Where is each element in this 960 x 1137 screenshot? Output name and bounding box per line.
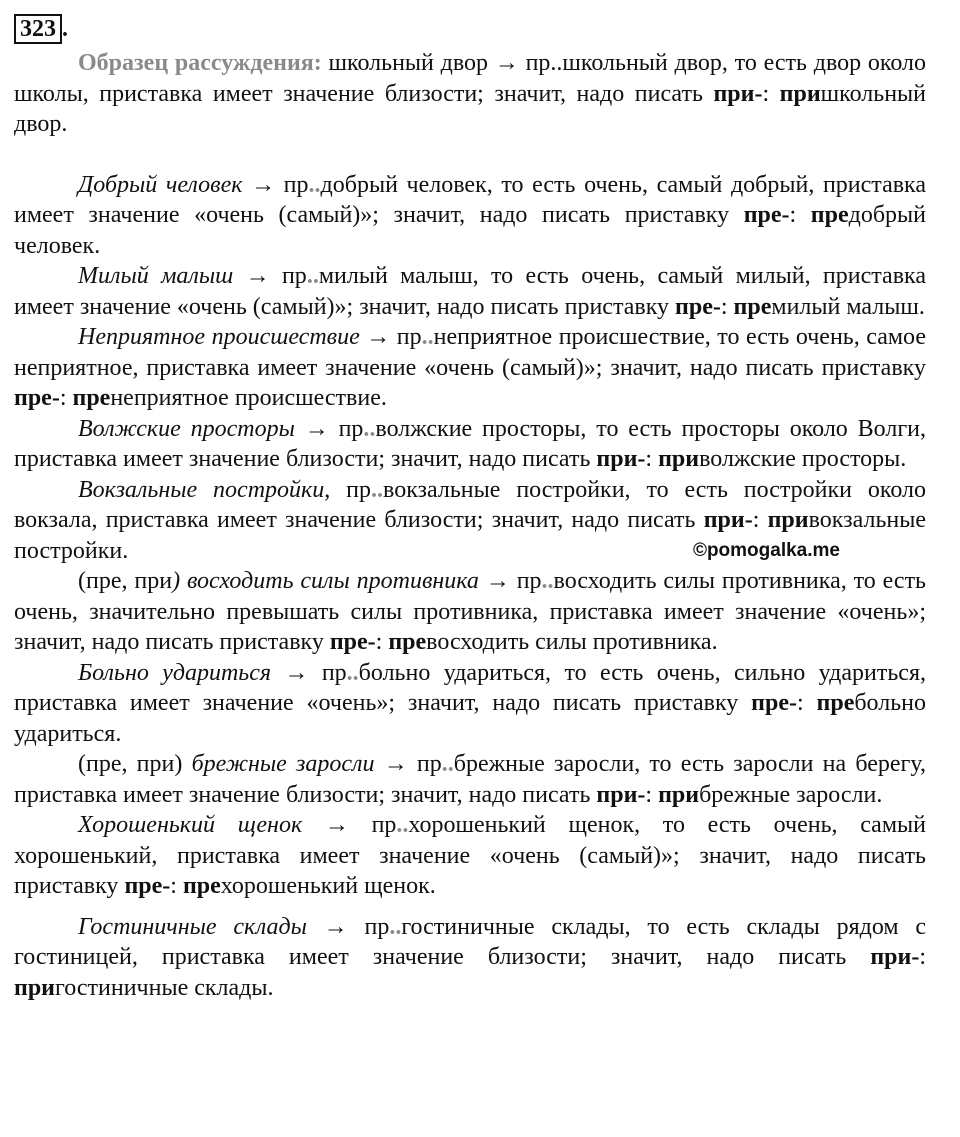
answer-prefix-bold: пре	[72, 385, 111, 411]
answer-rest: гостиничные склады.	[55, 974, 274, 1001]
sample-paragraph	[14, 48, 926, 140]
missing-letter-dots: ..	[421, 324, 434, 350]
task-number-dot: .	[62, 16, 68, 42]
explanation-text: добрый человек, то есть очень, самый добрый, приставка имеет значение «очень (самый)»; значит, надо писать приставку	[14, 171, 926, 228]
answer-prefix-bold: при	[14, 974, 56, 1001]
task-number: 323	[14, 14, 62, 44]
prefix-bold: пре-	[743, 202, 790, 228]
example-paragraph	[14, 322, 926, 414]
missing-letter-dots: ..	[389, 913, 402, 940]
example-paragraph	[14, 475, 926, 567]
explanation-text: милый малыш, то есть очень, самый милый, приставка имеет значение «очень (самый)»; значит, надо писать приставку	[14, 263, 926, 320]
sample-text: школьный двор → пр..школьный двор, то есть двор около школы, приставка имеет значение близости; значит, надо писать	[14, 50, 926, 107]
arrow-text: , пр	[324, 476, 372, 503]
separator: :	[796, 690, 817, 716]
separator: :	[170, 873, 183, 899]
answer-rest: милый малыш.	[771, 293, 925, 320]
separator: :	[645, 781, 659, 808]
arrow-text: → пр	[233, 263, 307, 289]
example-phrase: Волжские просторы	[78, 415, 295, 442]
prefix-bold: пре-	[329, 629, 376, 655]
separator: :	[919, 944, 926, 970]
arrow-text: → пр	[242, 171, 309, 198]
explanation-text: неприятное происшествие, то есть очень, самое неприятное, приставка имеет значение «очень (самый)»; значит, надо писать приставку	[14, 324, 926, 381]
separator: :	[752, 507, 768, 533]
answer-prefix-bold: пре	[182, 873, 221, 899]
answer-prefix-bold: при	[658, 781, 700, 808]
answer-rest: волжские просторы.	[699, 446, 907, 472]
example-phrase: Милый малыш	[78, 263, 234, 289]
answer-rest: неприятное происшествие.	[110, 385, 387, 411]
prefix-bold: пре-	[14, 385, 60, 411]
sample-rest: школьный двор.	[14, 80, 927, 137]
prefix-bold: пре-	[751, 690, 797, 716]
answer-rest: брежные заросли.	[699, 781, 883, 808]
paragraph-lead: (пре, при	[78, 568, 173, 594]
separator: :	[720, 293, 734, 320]
answer-rest: восходить силы противника.	[426, 629, 718, 655]
sample-sep: :	[762, 80, 780, 107]
answer-prefix-bold: пре	[388, 629, 427, 655]
sample-bold-part: при	[779, 80, 821, 107]
answer-prefix-bold: при	[658, 446, 700, 472]
example-phrase: Хорошенький щенок	[78, 812, 303, 838]
answer-rest: вокзальные постройки.	[14, 507, 927, 564]
arrow-text: → пр	[306, 913, 390, 940]
answer-prefix-bold: при	[767, 507, 809, 533]
explanation-text: восходить силы противника, то есть очень, значительно превышать силы противника, приставка имеет значение «очень»; значит, надо писать приставку	[14, 568, 926, 655]
example-paragraph	[14, 912, 926, 1004]
separator: :	[789, 202, 811, 228]
paragraph-list	[14, 170, 926, 1004]
explanation-text: хорошенький щенок, то есть очень, самый хорошенький, приставка имеет значение «очень (самый)»; значит, надо писать приставку	[14, 812, 926, 899]
arrow-text: → пр	[302, 812, 397, 838]
missing-letter-dots: ..	[541, 568, 554, 594]
example-phrase: Добрый человек	[78, 171, 243, 198]
example-paragraph	[14, 414, 926, 475]
sample-prefix: при-	[713, 80, 763, 107]
paragraph-lead: (пре, при)	[78, 751, 192, 777]
arrow-text: → пр	[374, 751, 442, 777]
arrow-text: → пр	[271, 659, 347, 686]
arrow-text: → пр	[359, 324, 422, 350]
example-paragraph	[14, 261, 926, 322]
answer-prefix-bold: пре	[810, 202, 849, 228]
task-number-line	[14, 14, 926, 48]
missing-letter-dots: ..	[441, 751, 454, 777]
prefix-bold: при-	[703, 507, 753, 533]
prefix-bold: при-	[596, 446, 646, 472]
explanation-text: брежные заросли, то есть заросли на берегу, приставка имеет значение близости; значит, надо писать	[14, 751, 927, 808]
example-paragraph	[14, 170, 926, 262]
example-paragraph	[14, 810, 926, 902]
watermark: ©pomogalka.me	[692, 539, 840, 561]
prefix-bold: пре-	[675, 293, 721, 320]
explanation-text: волжские просторы, то есть просторы около Волги, приставка имеет значение близости; значит, надо писать	[14, 415, 926, 472]
arrow-text: → пр	[478, 568, 542, 594]
answer-rest: добрый человек.	[14, 202, 926, 259]
answer-rest: хорошенький щенок.	[220, 873, 436, 899]
example-paragraph	[14, 658, 926, 750]
missing-letter-dots: ..	[396, 812, 409, 838]
answer-rest: больно удариться.	[14, 690, 927, 747]
spacer	[14, 140, 926, 170]
separator: :	[375, 629, 389, 655]
example-phrase: Неприятное происшествие	[78, 324, 360, 350]
spacer	[14, 902, 926, 912]
answer-prefix-bold: пре	[816, 690, 855, 716]
missing-letter-dots: ..	[346, 659, 359, 686]
example-phrase: Гостиничные склады	[78, 913, 307, 940]
missing-letter-dots: ..	[371, 476, 384, 503]
separator: :	[59, 385, 73, 411]
example-phrase: брежные заросли	[191, 751, 375, 777]
separator: :	[645, 446, 659, 472]
example-paragraph	[14, 566, 926, 658]
prefix-bold: при-	[870, 944, 920, 970]
example-phrase: Вокзальные постройки	[78, 476, 325, 503]
example-paragraph	[14, 749, 926, 810]
prefix-bold: пре-	[124, 873, 171, 899]
explanation-text: гостиничные склады, то есть склады рядом с гостиницей, приставка имеет значение близости; значит, надо писать	[14, 913, 926, 970]
missing-letter-dots: ..	[306, 263, 319, 289]
sample-label: Образец рассуждения:	[78, 50, 322, 76]
answer-prefix-bold: пре	[733, 293, 772, 320]
prefix-bold: при-	[596, 781, 646, 808]
explanation-text: больно удариться, то есть очень, сильно удариться, приставка имеет значение «очень»; значит, надо писать приставку	[14, 659, 926, 716]
arrow-text: → пр	[294, 415, 364, 442]
missing-letter-dots: ..	[308, 171, 321, 198]
example-phrase: ) восходить силы противника	[172, 568, 479, 594]
missing-letter-dots: ..	[363, 415, 376, 442]
explanation-text: вокзальные постройки, то есть постройки около вокзала, приставка имеет значение близости; значит, надо писать	[14, 476, 927, 533]
example-phrase: Больно удариться	[78, 659, 272, 686]
